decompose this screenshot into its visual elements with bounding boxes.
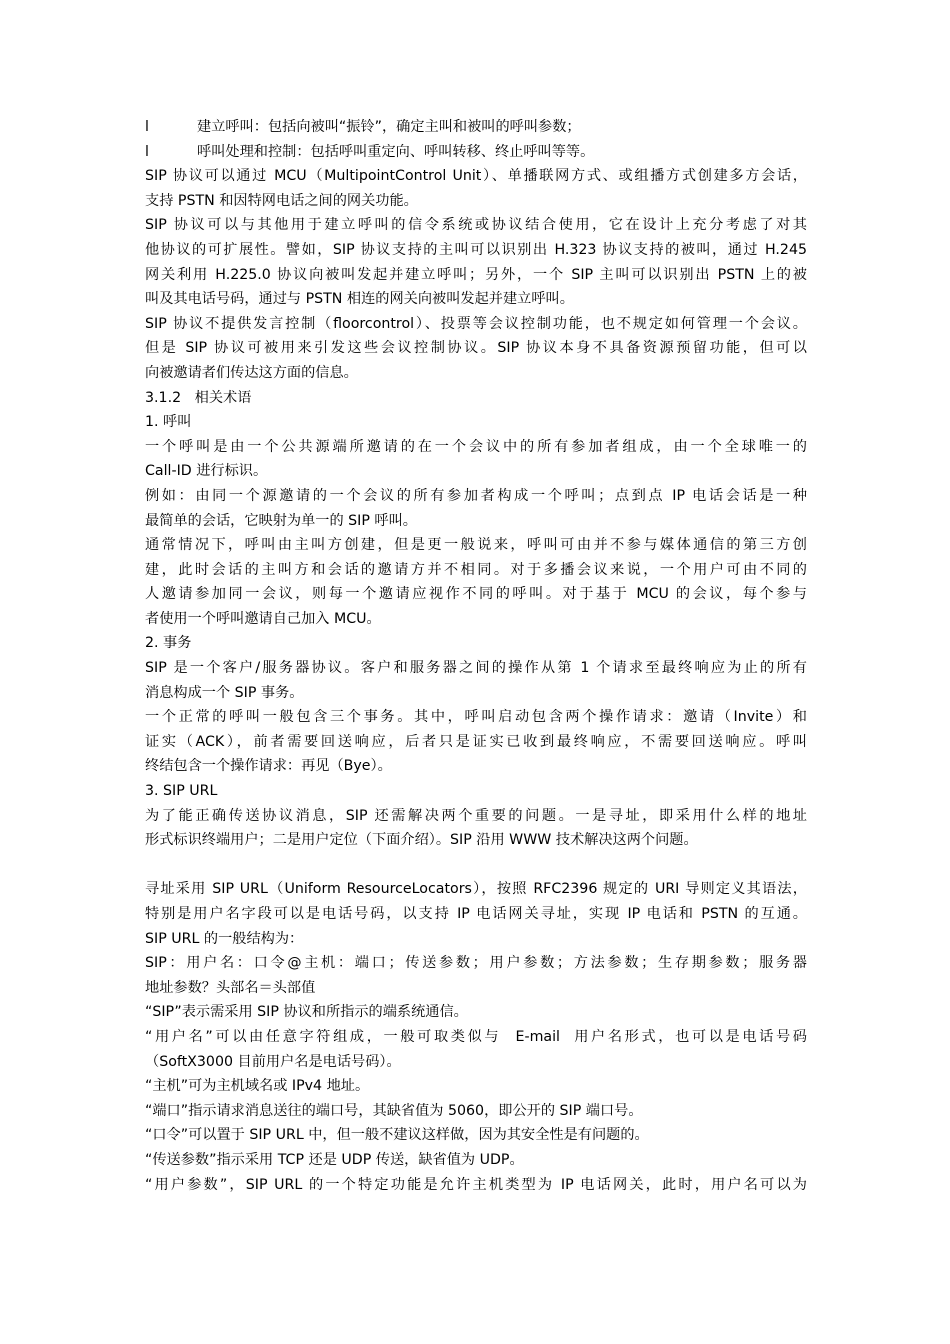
bullet-item — [145, 115, 807, 140]
text-line: 证实（ACK），前者需要回送响应，后者只是证实已收到最终响应，不需要回送响应。呼叫 — [145, 733, 807, 750]
text-line: “端口”指示请求消息送往的端口号，其缺省值为 5060，即公开的 SIP 端口号。 — [145, 1102, 643, 1119]
text-line: 支持 PSTN 和因特网电话之间的网关功能。 — [145, 192, 418, 209]
text-line: SIP 协议可以与其他用于建立呼叫的信令系统或协议结合使用，它在设计上充分考虑了对其 — [145, 217, 807, 234]
text-line: 人邀请参加同一会议，则每一个邀请应视作不同的呼叫。对于基于 MCU 的会议，每个参与 — [145, 586, 807, 603]
text-line: 消息构成一个 SIP 事务。 — [145, 684, 304, 701]
text-line: SIP：用户名：口令@主机：端口；传送参数；用户参数；方法参数；生存期参数；服务器 — [145, 955, 807, 972]
text-line: 向被邀请者们传达这方面的信息。 — [145, 364, 358, 381]
text-line: 特别是用户名字段可以是电话号码，以支持 IP 电话网关寻址，实现 IP 电话和 PSTN 的互通。 — [145, 906, 807, 922]
term-heading: 3. SIP URL — [145, 783, 218, 800]
blank-line — [145, 853, 807, 878]
text-line: 例如：由同一个源邀请的一个会议的所有参加者构成一个呼叫；点到点 IP 电话会话是一种 — [145, 487, 807, 504]
text-line: 叫及其电话号码，通过与 PSTN 相连的网关向被叫发起并建立呼叫。 — [145, 291, 574, 308]
text-line: “口令”可以置于 SIP URL 中，但一般不建议这样做，因为其安全性是有问题的。 — [145, 1127, 649, 1144]
text-line: “传送参数”指示采用 TCP 还是 UDP 传送，缺省值为 UDP。 — [145, 1151, 524, 1168]
text-line: 网关利用 H.225.0 协议向被叫发起并建立呼叫；另外，一个 SIP 主叫可以识别出 PSTN 上的被 — [145, 266, 807, 283]
text-line: 终结包含一个操作请求：再见（Bye）。 — [145, 758, 392, 775]
text-line: 他协议的可扩展性。譬如，SIP 协议支持的主叫可以识别出 H.323 协议支持的被叫，通过 H.245 — [145, 241, 807, 258]
text-line: 一个呼叫是由一个公共源端所邀请的在一个会议中的所有参加者组成，由一个全球唯一的 — [145, 438, 807, 455]
text-line: （SoftX3000 目前用户名是电话号码）。 — [145, 1053, 401, 1070]
text-line: 通常情况下，呼叫由主叫方创建，但是更一般说来，呼叫可由并不参与媒体通信的第三方创 — [145, 537, 807, 554]
text-line: 最简单的会话，它映射为单一的 SIP 呼叫。 — [145, 512, 417, 529]
text-line: 者使用一个呼叫邀请自己加入 MCU。 — [145, 610, 381, 627]
document-page — [145, 115, 807, 1197]
text-line: “主机”可为主机域名或 IPv4 地址。 — [145, 1078, 370, 1095]
term-heading: 2. 事务 — [145, 635, 192, 652]
text-line: SIP 协议不提供发言控制（floorcontrol）、投票等会议控制功能，也不规定如何管理一个会议。 — [145, 315, 807, 332]
text-line: 建，此时会话的主叫方和会话的邀请方并不相同。对于多播会议来说，一个用户可由不同的 — [145, 561, 807, 578]
section-heading: 3.1.2 相关术语 — [145, 389, 252, 406]
text-line: 一个正常的呼叫一般包含三个事务。其中，呼叫启动包含两个操作请求：邀请（Invite）和 — [145, 709, 807, 726]
text-line: 但是 SIP 协议可被用来引发这些会议控制协议。SIP 协议本身不具备资源预留功能，但可以 — [145, 340, 807, 357]
text-line: 为了能正确传送协议消息，SIP 还需解决两个重要的问题。一是寻址，即采用什么样的地址 — [145, 807, 807, 824]
term-heading: 1. 呼叫 — [145, 414, 192, 431]
bullet-item — [145, 140, 807, 165]
text-line: “用户名”可以由任意字符组成，一般可取类似与 E-mail 用户名形式，也可以是电话号码 — [145, 1028, 807, 1045]
text-line: 形式标识终端用户；二是用户定位（下面介绍）。SIP 沿用 WWW 技术解决这两个问题。 — [145, 832, 698, 849]
text-line: Call-ID 进行标识。 — [145, 463, 268, 480]
text-line: 寻址采用 SIP URL（Uniform ResourceLocators），按照 RFC2396 规定的 URI 导则定义其语法， — [145, 881, 807, 898]
text-line: 地址参数？头部名＝头部值 — [145, 979, 316, 996]
text-line: SIP URL 的一般结构为： — [145, 930, 304, 947]
text-line: “用户参数”，SIP URL 的一个特定功能是允许主机类型为 IP 电话网关，此时，用户名可以为 — [145, 1176, 807, 1193]
bullet-mark: l — [145, 119, 149, 135]
bullet-text: 建立呼叫：包括向被叫“振铃”，确定主叫和被叫的呼叫参数； — [197, 119, 581, 135]
text-line: SIP 是一个客户/服务器协议。客户和服务器之间的操作从第 1 个请求至最终响应为止的所有 — [145, 660, 807, 677]
bullet-mark: l — [145, 143, 149, 160]
bullet-text: 呼叫处理和控制：包括呼叫重定向、呼叫转移、终止呼叫等等。 — [197, 143, 595, 160]
text-line: “SIP”表示需采用 SIP 协议和所指示的端系统通信。 — [145, 1004, 468, 1021]
text-line: SIP 协议可以通过 MCU（MultipointControl Unit）、单播联网方式、或组播方式创建多方会话， — [145, 168, 807, 185]
